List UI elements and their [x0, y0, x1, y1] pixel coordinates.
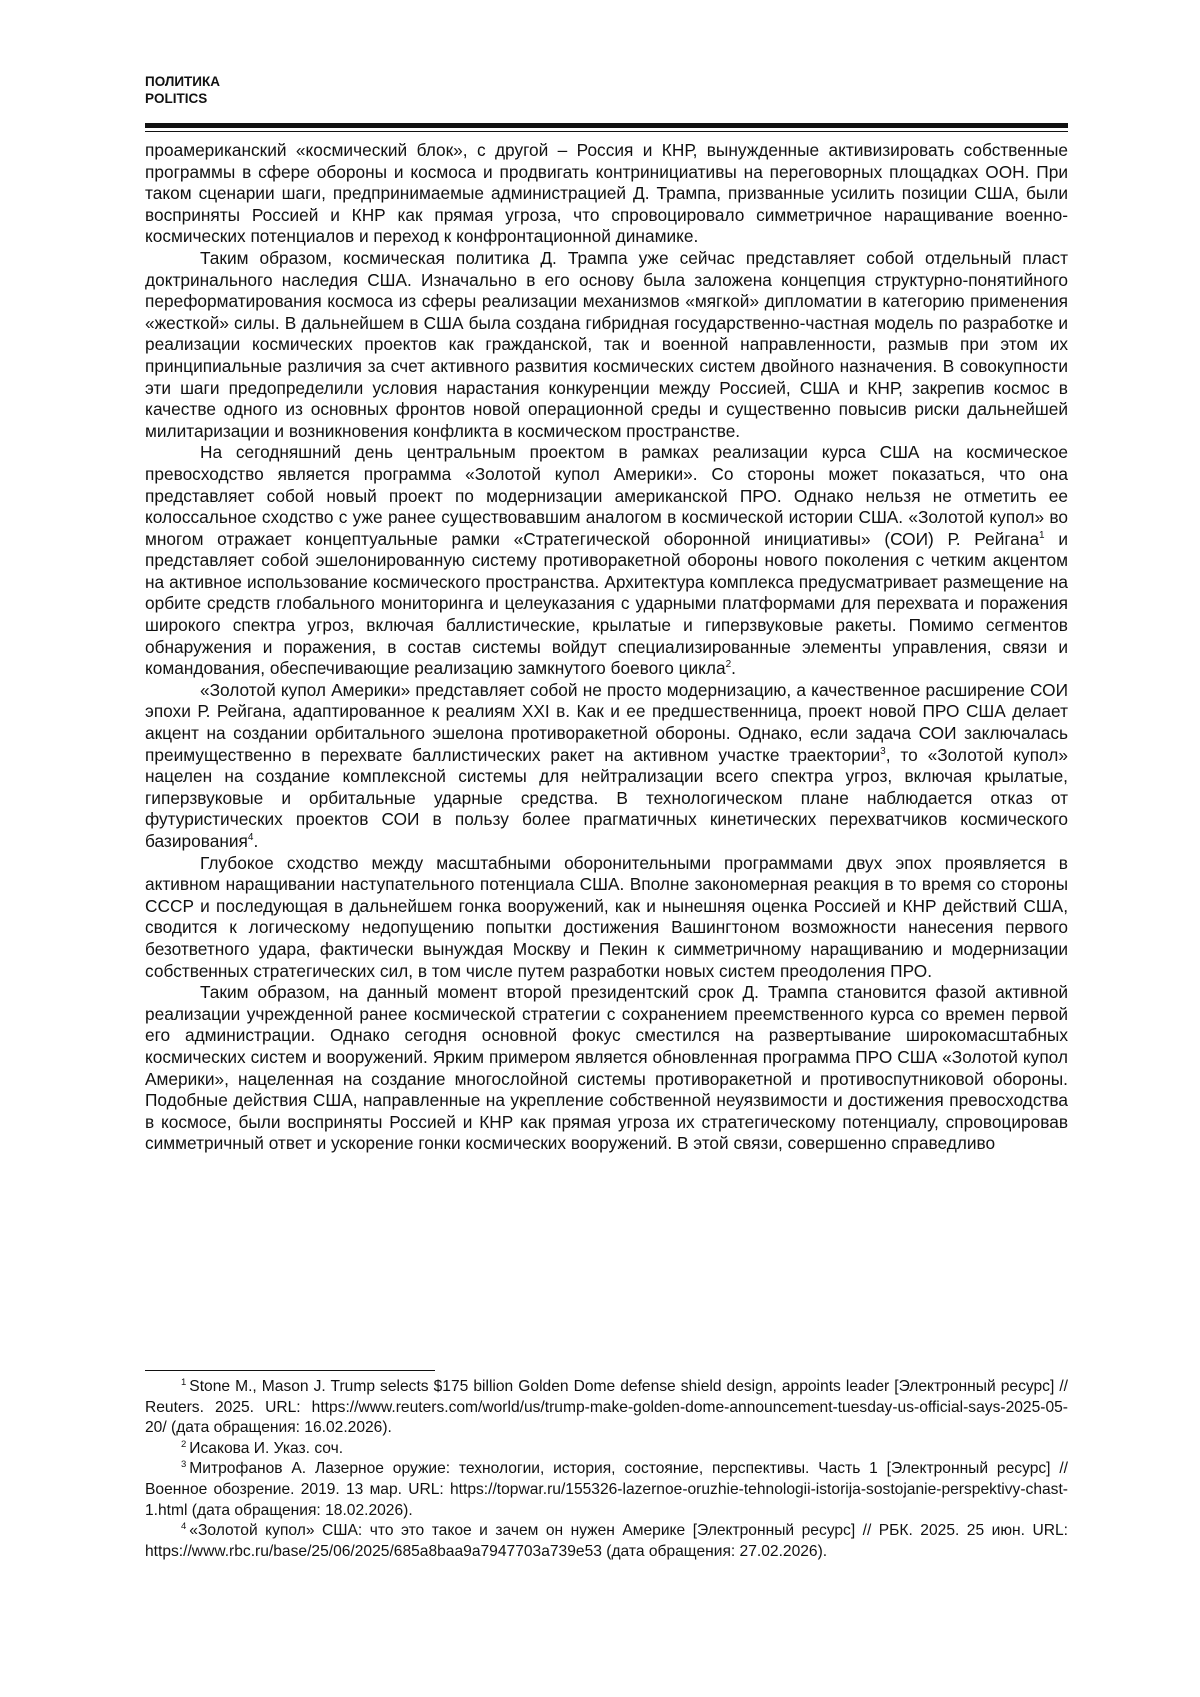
- footnote-2: [145, 1439, 1068, 1460]
- header-rule-thick: [145, 123, 1068, 128]
- footnote-text: «Золотой купол» США: что это такое и зачем он нужен Америке [Электронный ресурс] // РБК. 2025. 25 июн. URL: https://www.rbc.ru/base/25/06/2025/685a8baa9a7947703a739e53 (дата обращения: 27.02.2026).: [145, 1522, 1068, 1560]
- article-body: [145, 140, 1068, 1155]
- footnote-number: 2: [181, 1438, 187, 1450]
- footnote-3: [145, 1459, 1068, 1521]
- footnote-ref-1[interactable]: 1: [1039, 529, 1045, 541]
- footnote-ref-3[interactable]: 3: [880, 745, 886, 757]
- paragraph-3: [145, 442, 1068, 680]
- header-rule-thin: [145, 131, 1068, 132]
- footnote-text: Исакова И. Указ. соч.: [189, 1439, 344, 1457]
- running-header: [145, 73, 220, 107]
- footnote-4: [145, 1521, 1068, 1562]
- footnote-text: Митрофанов А. Лазерное оружие: технологии, история, состояние, перспективы. Часть 1 [Электронный ресурс] // Военное обозрение. 2019. 13 мар. URL: https://topwar.ru/155326-lazernoe-oruzhie-tehnologii-istorija-sostojanie-perspektivy-chast-1.html (дата обращения: 18.02.2026).: [145, 1460, 1068, 1519]
- footnote-separator: [145, 1370, 435, 1371]
- footnote-ref-2[interactable]: 2: [725, 659, 732, 671]
- footnote-number: 1: [181, 1376, 187, 1388]
- paragraph-4-text-a: «Золотой купол Америки» представляет собой не просто модернизацию, а качественное расширение СОИ эпохи Р. Рейгана, адаптированное к реалиям XXI в. Как и ее предшественница, проект новой ПРО США делает акцент на создании орбитального эшелона противоракетной обороны. Однако, если задача СОИ заключалась преимущественно в перехвате баллистических ракет на активном участке траектории: [145, 679, 1068, 765]
- footnote-ref-4[interactable]: 4: [247, 832, 254, 844]
- footnote-number: 3: [181, 1459, 187, 1471]
- footnote-1: [145, 1377, 1068, 1439]
- paragraph-4-text-c: .: [253, 831, 259, 851]
- paragraph-2: Таким образом, космическая политика Д. Трампа уже сейчас представляет собой отдельный пласт доктринального наследия США. Изначально в его основу была заложена концепция структурно-понятийного переформатирования космоса из сферы реализации механизмов «мягкой» дипломатии в категорию применения «жесткой» силы. В дальнейшем в США была создана гибридная государственно-частная модель по разработке и реализации космических проектов как гражданской, так и военной направленности, размыв при этом их принципиальные различия за счет активного развития космических систем двойного назначения. В совокупности эти шаги предопределили условия нарастания конкуренции между Россией, США и КНР, закрепив космос в качестве одного из основных фронтов новой операционной среды и существенно повысив риски дальнейшей милитаризации и возникновения конфликта в космическом пространстве.: [145, 247, 1068, 441]
- paragraph-6: Таким образом, на данный момент второй президентский срок Д. Трампа становится фазой активной реализации учрежденной ранее космической стратегии с сохранением преемственного курса со времен первой его администрации. Однако сегодня основной фокус сместился на развертывание широкомасштабных космических систем и вооружений. Ярким примером является обновленная программа ПРО США «Золотой купол Америки», нацеленная на создание многослойной системы противоракетной и противоспутниковой обороны. Подобные действия США, направленные на укрепление собственной неуязвимости и достижения превосходства в космосе, были восприняты Россией и КНР как прямая угроза их стратегическому потенциалу, спровоцировав симметричный ответ и ускорение гонки космических вооружений. В этой связи, совершенно справедливо: [145, 982, 1068, 1154]
- paragraph-1: проамериканский «космический блок», с другой – Россия и КНР, вынужденные активизировать собственные программы в сфере обороны и космоса и продвигать контринициативы на переговорных площадках ООН. При таком сценарии шаги, предпринимаемые администрацией Д. Трампа, призванные усилить позиции США, были восприняты Россией и КНР как прямая угроза, что спровоцировало симметричное наращивание военно-космических потенциалов и переход к конфронтационной динамике.: [145, 140, 1068, 247]
- paragraph-4: [145, 680, 1068, 853]
- paragraph-3-text-a: На сегодняшний день центральным проектом в рамках реализации курса США на космическое превосходство является программа «Золотой купол Америки». Со стороны может показаться, что она представляет собой новый проект по модернизации американской ПРО. Однако нельзя не отметить ее колоссальное сходство с уже ранее существовавшим аналогом в космической истории США. «Золотой купол» во многом отражает концептуальные рамки «Стратегической оборонной инициативы» (СОИ) Р. Рейгана: [145, 442, 1068, 549]
- footnote-text: Stone M., Mason J. Trump selects $175 billion Golden Dome defense shield design, appoints leader [Электронный ресурс] // Reuters. 2025. URL: https://www.reuters.com/world/us/trump-make-golden-dome-announcement-tuesday-us-official-says-2025-05-20/ (дата обращения: 16.02.2026).: [145, 1378, 1068, 1437]
- footnote-number: 4: [181, 1520, 187, 1532]
- section-title-en: POLITICS: [145, 91, 208, 106]
- footnotes: [145, 1377, 1068, 1562]
- paragraph-3-text-b: и представляет собой эшелонированную систему противоракетной обороны нового поколения с четким акцентом на активное использование космического пространства. Архитектура комплекса предусматривает размещение на орбите средств глобального мониторинга и целеуказания с ударными платформами для перехвата и поражения широкого спектра угроз, включая баллистические, крылатые и гиперзвуковые ракеты. Помимо сегментов обнаружения и поражения, в состав системы войдут специализированные элементы управления, связи и командования, обеспечивающие реализацию замкнутого боевого цикла: [145, 528, 1068, 679]
- section-title-ru: ПОЛИТИКА: [145, 74, 220, 89]
- paragraph-4-text-b: , то «Золотой купол» нацелен на создание комплексной системы для нейтрализации всего спектра угроз, включая крылатые, гиперзвуковые и орбитальные ударные средства. В технологическом плане наблюдается отказ от футуристических проектов СОИ в пользу более прагматичных кинетических перехватчиков космического базирования: [145, 744, 1068, 851]
- paragraph-5: Глубокое сходство между масштабными оборонительными программами двух эпох проявляется в активном наращивании наступательного потенциала США. Вполне закономерная реакция в то время со стороны СССР и последующая в дальнейшем гонка вооружений, как и нынешняя оценка Россией и КНР действий США, сводится к логическому недопущению попытки достижения Вашингтоном возможности нанесения первого безответного удара, фактически вынуждая Москву и Пекин к симметричному наращиванию и модернизации собственных стратегических сил, в том числе путем разработки новых систем преодоления ПРО.: [145, 852, 1068, 981]
- paragraph-3-text-c: .: [731, 658, 736, 679]
